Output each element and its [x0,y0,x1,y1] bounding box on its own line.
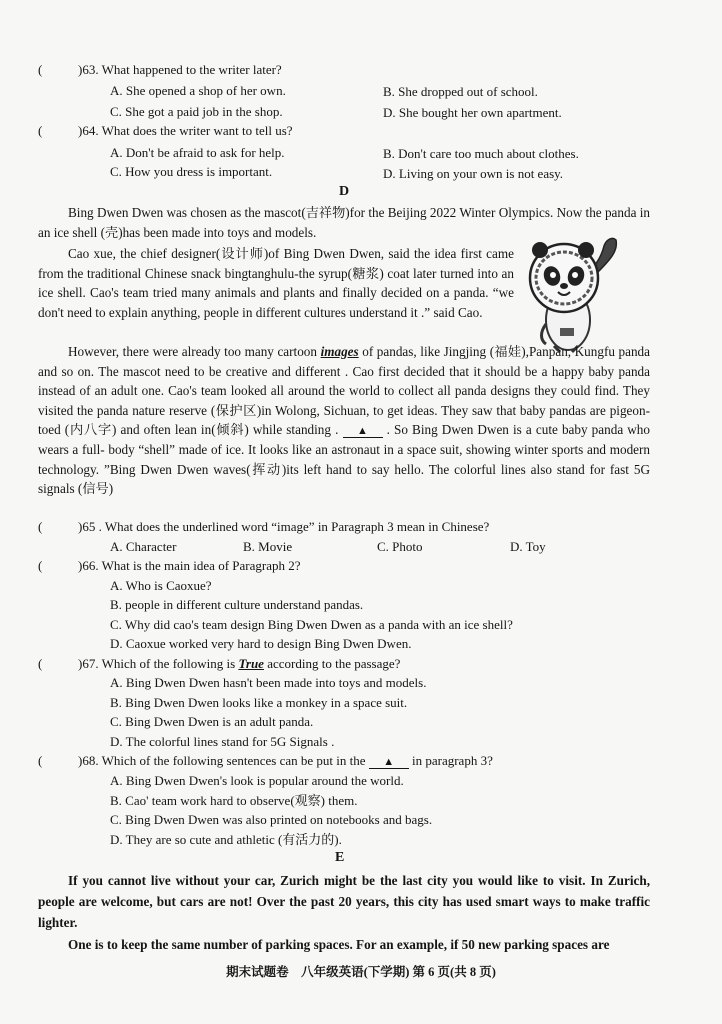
option-64-d: D. Living on your own is not easy. [383,166,564,181]
option-64-a: A. Don't be afraid to ask for help. [110,145,285,160]
option-66-b: B. people in different culture understand pandas. [110,597,364,612]
question-68-stem-b: in paragraph 3? [408,753,493,768]
question-67-stem-b: according to the passage? [263,656,401,671]
option-63-c: C. She got a paid job in the shop. [110,104,283,119]
option-65-c: C. Photo [377,539,423,554]
section-d-paragraph-2 [38,244,514,322]
option-66-a: A. Who is Caoxue? [110,578,212,593]
option-66-c: C. Why did cao's team design Bing Dwen Dwen as a panda with an ice shell? [110,617,513,632]
option-63-b: B. She dropped out of school. [383,84,538,99]
answer-paren-65: ( [38,519,43,534]
section-e-paragraph-2 [38,935,650,955]
section-e-paragraph-1 [38,870,650,933]
option-68-a: A. Bing Dwen Dwen's look is popular around the world. [110,773,404,788]
option-65-d: D. Toy [510,539,546,554]
option-65-a: A. Character [110,539,177,554]
answer-paren-66: ( [38,558,43,573]
question-67-stem [78,656,400,672]
question-67-stem-a: )67. Which of the following is [78,656,239,671]
answer-paren-63: ( [38,62,43,77]
section-d-paragraph-3-text-b: of pandas, like Jingjing (福娃),Panpan, Kungfu panda and so on. The mascot need to be creative and different . Cao first decided that it should be a happy baby panda instead of an adult one. Cao's team looked all around the world to collect all panda designs they could find. They visited the panda nature reserve (保护区)in Wolong, Sichuan, to get ideas. They saw that baby pandas are pigeon-toed (内八字) and often lean in(倾斜) while standing . [38,344,650,438]
option-65-b: B. Movie [243,539,293,554]
question-64-stem: )64. What does the writer want to tell us? [78,123,293,138]
page-footer: 期末试题卷 八年级英语(下学期) 第 6 页(共 8 页) [226,965,496,979]
option-64-c: C. How you dress is important. [110,164,273,179]
underlined-word-true: True [238,656,264,671]
answer-paren-67: ( [38,656,43,671]
question-68-stem [78,753,493,769]
underlined-word-images: images [320,344,359,359]
question-66-stem: )66. What is the main idea of Paragraph 2? [78,558,301,573]
section-e-heading: E [335,850,345,865]
option-63-a: A. She opened a shop of her own. [110,83,286,98]
option-67-b: B. Bing Dwen Dwen looks like a monkey in a space suit. [110,695,408,710]
question-63-stem: )63. What happened to the writer later? [78,62,282,77]
question-68-stem-a: )68. Which of the following sentences can be put in the [78,753,369,768]
question-65-stem: )65 . What does the underlined word “image” in Paragraph 3 mean in Chinese? [78,519,490,534]
option-67-a: A. Bing Dwen Dwen hasn't been made into toys and models. [110,675,427,690]
answer-blank-ref: ▲ [369,756,409,769]
section-d-paragraph-1-text: Bing Dwen Dwen was chosen as the mascot(吉祥物)for the Beijing 2022 Winter Olympics. Now the panda in an ice shell (壳)has been made into toys and models. [38,205,650,240]
option-64-b: B. Don't care too much about clothes. [383,146,579,161]
bing-dwen-dwen-illustration [520,228,622,356]
option-68-d: D. They are so cute and athletic (有活力的). [110,832,342,847]
section-e-paragraph-2-text: One is to keep the same number of parking spaces. For an example, if 50 new parking spaces are [68,937,610,952]
answer-paren-64: ( [38,123,43,138]
section-d-paragraph-3-text-a: However, there were already too many cartoon [68,344,321,359]
section-e-paragraph-1-text: If you cannot live without your car, Zurich might be the last city you would like to visit. In Zurich, people are welcome, but cars are not! Over the past 20 years, this city has used smart ways to make traffic lighter. [38,873,650,930]
option-68-c: C. Bing Dwen Dwen was also printed on notebooks and bags. [110,812,433,827]
option-67-d: D. The colorful lines stand for 5G Signals . [110,734,335,749]
option-66-d: D. Caoxue worked very hard to design Bing Dwen Dwen. [110,636,412,651]
option-63-d: D. She bought her own apartment. [383,105,562,120]
section-d-paragraph-3-text-c: . So Bing Dwen Dwen is a cute baby panda who wears a full- body “shell” made of ice. It looks like an astronaut in a space suit, showing winter sports and modern technology. ”Bing Dwen Dwen waves(挥动)its left hand to say hello. The colorful lines also stand for fast 5G signals (信号) [38,422,650,497]
answer-paren-68: ( [38,753,43,768]
option-67-c: C. Bing Dwen Dwen is an adult panda. [110,714,314,729]
section-d-paragraph-3 [38,342,650,499]
section-d-paragraph-2-text: Cao xue, the chief designer(设计师)of Bing Dwen Dwen, said the idea first came from the traditional Chinese snack bingtanghulu-the syrup(糖浆) coat later turned into an ice shell. Cao's team tried many animals and plants and finally decided on a panda. “we don't need to explain anything, people in different cultures understand it .” said Cao. [38,246,514,320]
option-68-b: B. Cao' team work hard to observe(观察) them. [110,793,358,808]
answer-blank: ▲ [343,425,383,438]
section-d-heading: D [339,184,350,199]
